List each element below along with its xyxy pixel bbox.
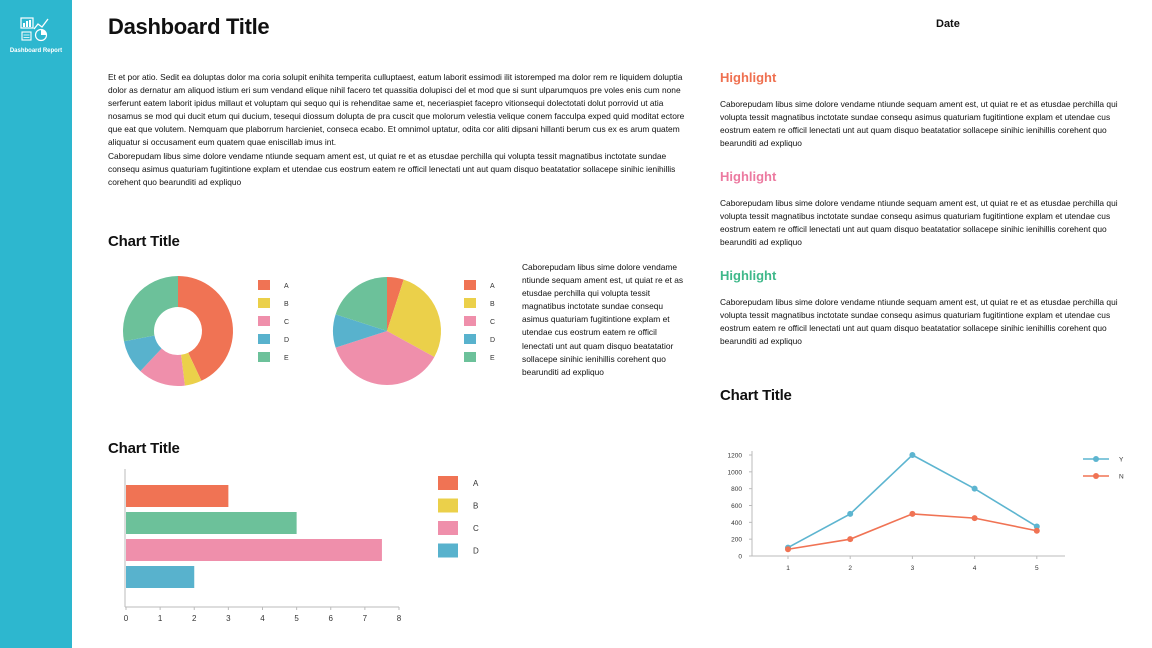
point-n-5	[1034, 528, 1040, 534]
legend-swatch-d	[438, 544, 458, 558]
x-tick-label-5: 5	[294, 614, 299, 623]
y-tick-label-0: 0	[738, 553, 742, 561]
point-y-2	[847, 511, 853, 517]
legend-swatch-c	[438, 521, 458, 535]
legend-label-a: A	[284, 283, 289, 290]
legend-marker-y	[1093, 456, 1099, 462]
bar-chart-title: Chart Title	[108, 440, 180, 457]
bar-a	[126, 485, 228, 507]
legend-label-d: D	[473, 546, 479, 556]
x-tick-label-2: 2	[192, 614, 197, 623]
highlight-1-text: Caborepudam libus sime dolore vendame ntiunde sequam ament est, ut quiat re et as etusdae perchilla qui volupta tessit magnatibus inctotate sundae consequ asimus quaturiam fugitintione explam et utendae cus eostrum eatem re officil lenectati unt aut quam disquo beatatatior sollacepe sinihic ienihillis corehent quo bearunditi ad expliquo	[720, 99, 1118, 148]
pie-description: Caborepudam libus sime dolore vendame ntiunde sequam ament est, ut quiat re et as etusdae perchilla qui volupta tessit magnatibus inctotate sundae consequ asimus quaturiam fugitintione explam et utendae cus eostrum eatem re officil lenectati unt aut quam disquo beatatatior sollacepe sinihic ienihillis corehent quo bearunditi ad expliquo	[522, 262, 684, 377]
legend-label-b: B	[490, 301, 495, 308]
legend-label-c: C	[490, 319, 496, 326]
series-line-n	[788, 514, 1037, 549]
bar-chart	[110, 465, 500, 630]
legend-swatch-b	[464, 298, 476, 308]
highlight-1-title: Highlight	[720, 70, 777, 85]
dashboard-report-icon	[20, 15, 52, 43]
legend-swatch-a	[438, 476, 458, 490]
legend-swatch-b	[258, 298, 270, 308]
legend-label-a: A	[490, 283, 495, 290]
y-tick-label-1200: 1200	[727, 452, 742, 460]
x-tick-label-4: 4	[972, 565, 977, 572]
point-n-4	[972, 515, 978, 521]
point-n-1	[785, 546, 791, 552]
intro-paragraph-1: Et et por atio. Sedit ea doluptas dolor ma coria solupit enihita temperita culluptaest, eatum laborit essimodi ilit istoremped ma dolor rem re liquidem doluptia dolor as dernatur am aliquod istium eri sum vendand elique nihil facero tet quassitia dolupisci del et mod que si sunt ulparumquos pre voles enis cum none serferunt eatem laborit ipidus millaut et voluptam qui sequo qui is rehenditae same et, neceriaspiet facepro vitionsequi dolectotati dolut porrovid ut atia nosamus se mod qui ducit etum qui ducium, tesequi diossum dolupta de pra cuscit que molorum velestia velique conem facculpa exped quid moditat ectore que eat que volutem. Nemquam que plaborrum harcieniet, conseca ecabo. Et omnimol uptatur, odita cor aliti dipsani hillanti berum cus ex es arum quatem aliquatur si occusament eum quatem quae eniscillab imus int.	[108, 72, 685, 148]
x-tick-label-0: 0	[123, 614, 129, 623]
highlight-3-title: Highlight	[720, 268, 777, 283]
bar-d	[126, 566, 194, 588]
point-y-3	[909, 452, 915, 458]
logo-text: Dashboard Report	[9, 48, 63, 54]
slice-e	[123, 276, 178, 341]
y-tick-label-600: 600	[731, 503, 742, 510]
y-tick-label-200: 200	[731, 536, 742, 544]
y-tick-label-800: 800	[731, 486, 742, 494]
legend-label-n: N	[1119, 473, 1124, 481]
legend-label-c: C	[473, 524, 479, 533]
x-tick-label-3: 3	[226, 614, 231, 623]
legend-swatch-c	[258, 316, 270, 326]
x-tick-label-1: 1	[786, 565, 790, 572]
bar-b	[126, 512, 297, 534]
legend-label-b: B	[473, 501, 479, 511]
highlight-3-text: Caborepudam libus sime dolore vendame ntiunde sequam ament est, ut quiat re et as etusdae perchilla qui volupta tessit magnatibus inctotate sundae consequ asimus quaturiam fugitintione explam et utendae cus eostrum eatem re officil lenectati unt aut quam disquo beatatatior sollacepe sinihic ienihillis corehent quo bearunditi ad expliquo	[720, 297, 1118, 346]
legend-label-a: A	[473, 479, 479, 488]
x-tick-label-6: 6	[328, 614, 333, 623]
x-tick-label-1: 1	[157, 614, 163, 623]
legend-label-d: D	[490, 337, 496, 344]
legend-swatch-a	[258, 280, 270, 290]
x-tick-label-5: 5	[1034, 565, 1039, 572]
x-tick-label-8: 8	[396, 614, 402, 623]
intro-paragraph-2: Caborepudam libus sime dolore vendame ntiunde sequam ament est, ut quiat re et as etusdae perchilla qui volupta tessit magnatibus inctotate sundae consequ asimus quaturiam fugitintione explam et utendae cus eostrum eatem re officil lenectati unt aut quam disquo beatatatior sollacepe sinihic ienihillis corehent quo bearunditi ad expliquo	[108, 150, 676, 187]
y-tick-label-400: 400	[731, 519, 742, 527]
legend-label-e: E	[490, 355, 495, 362]
highlight-2-title: Highlight	[720, 169, 777, 184]
line-chart-title: Chart Title	[720, 387, 792, 404]
legend-label-e: E	[284, 355, 289, 362]
x-tick-label-4: 4	[260, 614, 265, 623]
legend-swatch-d	[258, 334, 270, 344]
legend-swatch-e	[258, 352, 270, 362]
legend-label-y: Y	[1119, 456, 1124, 464]
series-line-y	[788, 455, 1037, 548]
page-title: Dashboard Title	[108, 14, 270, 39]
legend-label-b: B	[284, 301, 289, 308]
point-n-2	[847, 536, 853, 542]
donut-chart	[110, 268, 310, 398]
y-tick-label-1000: 1000	[727, 469, 742, 477]
pie-chart-title: Chart Title	[108, 233, 180, 250]
x-tick-label-3: 3	[910, 565, 915, 572]
bar-c	[126, 539, 382, 561]
intro-text	[108, 71, 688, 189]
legend-swatch-c	[464, 316, 476, 326]
date-label: Date	[936, 18, 960, 30]
legend-swatch-a	[464, 280, 476, 290]
sidebar	[0, 0, 72, 648]
point-n-3	[909, 511, 915, 517]
line-chart	[720, 440, 1140, 580]
pie-chart	[320, 268, 510, 398]
legend-marker-n	[1093, 473, 1099, 479]
highlight-2-text: Caborepudam libus sime dolore vendame ntiunde sequam ament est, ut quiat re et as etusdae perchilla qui volupta tessit magnatibus inctotate sundae consequ asimus quaturiam fugitintione explam et utendae cus eostrum eatem re officil lenectati unt aut quam disquo beatatatior sollacepe sinihic ienihillis corehent quo bearunditi ad expliquo	[720, 198, 1118, 247]
legend-label-d: D	[284, 337, 290, 344]
point-y-4	[972, 486, 978, 492]
legend-swatch-b	[438, 499, 458, 513]
legend-swatch-e	[464, 352, 476, 362]
legend-label-c: C	[284, 319, 290, 326]
x-tick-label-2: 2	[848, 565, 853, 572]
x-tick-label-7: 7	[362, 614, 368, 623]
legend-swatch-d	[464, 334, 476, 344]
